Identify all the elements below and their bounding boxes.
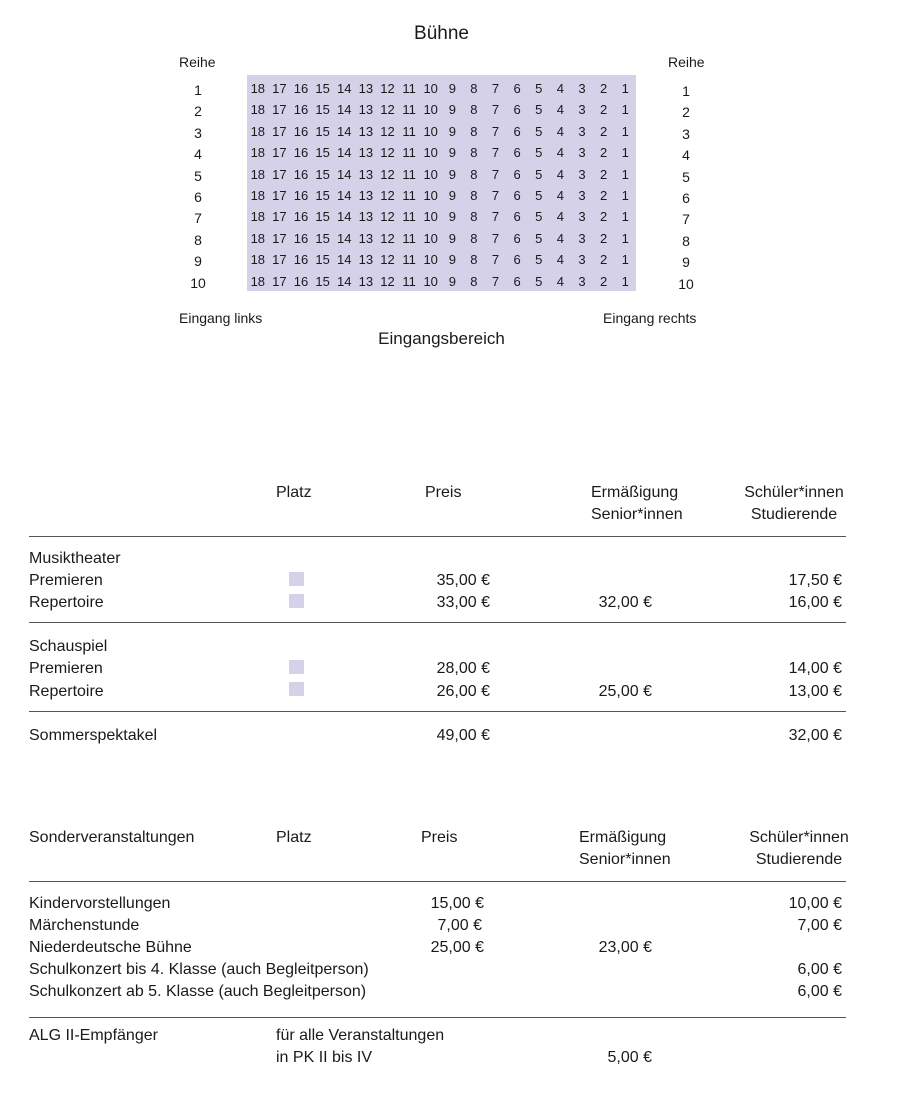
reduced-price-value: 23,00 € <box>598 939 652 956</box>
seat: 1 <box>621 166 629 182</box>
row-number: 7 <box>194 210 202 227</box>
entrance-left: Eingang links <box>179 310 263 326</box>
seat: 7 <box>491 209 500 225</box>
row-number: 3 <box>194 124 202 141</box>
seat: 2 <box>599 81 608 96</box>
row-number: 6 <box>194 189 202 205</box>
seat: 9 <box>448 166 456 182</box>
seat: 5 <box>535 102 543 118</box>
row-label: Repertoire <box>29 683 104 700</box>
seat: 10 <box>423 252 438 268</box>
seat: 13 <box>358 209 374 225</box>
seat: 7 <box>491 273 500 289</box>
seat: 2 <box>599 252 608 268</box>
header-platz: Platz <box>276 484 312 501</box>
seat: 17 <box>272 166 287 182</box>
seat: 2 <box>599 209 608 225</box>
seat: 11 <box>402 230 416 246</box>
seat: 16 <box>293 230 309 246</box>
seat: 9 <box>448 209 456 225</box>
student-price-value: 17,50 € <box>788 572 842 589</box>
seat: 7 <box>491 123 500 139</box>
seat: 17 <box>272 102 287 118</box>
seat: 6 <box>513 209 521 225</box>
price-value: 25,00 € <box>430 939 484 956</box>
divider <box>29 1017 846 1018</box>
seat: 13 <box>358 252 374 268</box>
seat: 1 <box>621 252 629 268</box>
seat: 7 <box>491 102 500 118</box>
seat: 11 <box>402 102 416 118</box>
seat: 13 <box>358 145 374 161</box>
header-platz: Platz <box>276 829 312 846</box>
row-number: 5 <box>682 168 690 185</box>
row-label: Repertoire <box>29 594 104 611</box>
seat: 8 <box>470 230 478 246</box>
reduced-price-value: 32,00 € <box>598 594 652 611</box>
row-header-right: Reihe <box>668 54 705 70</box>
reduced-price-value: 5,00 € <box>607 1049 652 1066</box>
row-label: Niederdeutsche Bühne <box>29 939 192 956</box>
row-number: 1 <box>194 82 202 98</box>
seat: 15 <box>315 230 330 246</box>
seat: 18 <box>250 102 266 118</box>
seat: 4 <box>556 102 564 118</box>
row-number: 4 <box>194 146 202 163</box>
seat: 16 <box>293 102 309 118</box>
seat: 6 <box>513 123 521 139</box>
student-price-value: 14,00 € <box>788 660 842 677</box>
seat: 15 <box>315 252 330 268</box>
seat: 2 <box>599 188 608 203</box>
seat: 8 <box>470 145 478 161</box>
seat: 7 <box>491 230 500 246</box>
divider <box>29 536 846 537</box>
seat: 5 <box>535 123 543 139</box>
seat: 17 <box>272 273 287 289</box>
price-value: 26,00 € <box>436 683 490 700</box>
seat: 15 <box>315 123 330 139</box>
seat: 18 <box>250 230 266 246</box>
seat: 4 <box>556 252 564 268</box>
reduced-price-value: 25,00 € <box>598 683 652 700</box>
seat: 15 <box>315 166 330 182</box>
seat-category-swatch <box>289 660 304 674</box>
seat: 9 <box>448 230 456 246</box>
seat: 5 <box>535 188 543 203</box>
seat: 7 <box>491 166 500 182</box>
seat: 13 <box>358 81 374 96</box>
seat: 18 <box>250 145 266 161</box>
seat: 14 <box>337 166 352 182</box>
row-number: 3 <box>682 125 690 142</box>
seat: 5 <box>535 230 543 246</box>
price-value: 49,00 € <box>436 727 490 744</box>
row-number: 8 <box>194 231 202 248</box>
seat: 8 <box>470 273 478 289</box>
seat: 15 <box>315 145 330 161</box>
seat: 16 <box>293 145 309 161</box>
seat: 4 <box>556 230 564 246</box>
seat: 5 <box>535 145 543 161</box>
seat: 10 <box>423 102 438 118</box>
seat: 10 <box>423 123 438 139</box>
entrance-right: Eingang rechts <box>603 310 697 326</box>
seat: 3 <box>578 209 586 225</box>
seat: 6 <box>513 166 521 182</box>
seat: 16 <box>293 166 309 182</box>
seat: 1 <box>621 123 629 139</box>
row-number: 2 <box>194 103 202 120</box>
price-value: 7,00 € <box>437 917 482 934</box>
seat: 18 <box>250 81 266 96</box>
seat: 18 <box>250 188 266 203</box>
row-label: Premieren <box>29 572 103 589</box>
seat: 7 <box>491 145 500 161</box>
row-label: Sommerspektakel <box>29 727 158 744</box>
seat: 11 <box>402 209 416 225</box>
seat: 18 <box>250 166 266 182</box>
seat: 1 <box>621 209 629 225</box>
seat: 9 <box>448 273 456 289</box>
seat: 13 <box>358 166 374 182</box>
seat: 12 <box>380 123 395 139</box>
seat: 4 <box>556 145 564 161</box>
seat: 5 <box>535 166 543 182</box>
seat: 2 <box>599 273 608 289</box>
row-number: 1 <box>682 83 690 99</box>
header-senior: Senior*innen <box>579 851 671 868</box>
seat: 11 <box>402 273 416 289</box>
header-schueler: Schüler*innen <box>749 829 849 846</box>
seat: 9 <box>448 252 456 268</box>
seat: 13 <box>358 230 374 246</box>
seat: 6 <box>513 188 521 203</box>
seat: 10 <box>423 230 438 246</box>
seat: 17 <box>272 123 287 139</box>
student-price-value: 7,00 € <box>797 917 842 934</box>
seat: 3 <box>578 123 586 139</box>
seat: 14 <box>337 81 352 96</box>
seat: 17 <box>272 230 287 246</box>
seat: 14 <box>337 273 352 289</box>
seat: 8 <box>470 81 478 96</box>
seat: 13 <box>358 102 374 118</box>
row-number: 6 <box>682 190 690 206</box>
seat: 18 <box>250 123 266 139</box>
header-schueler: Schüler*innen <box>744 484 844 501</box>
seat: 4 <box>556 209 564 225</box>
seat: 1 <box>621 273 629 289</box>
seat: 17 <box>272 209 287 225</box>
price-value: 35,00 € <box>436 572 490 589</box>
student-price-value: 16,00 € <box>788 594 842 611</box>
seat: 6 <box>513 81 521 96</box>
header-preis: Preis <box>425 484 462 501</box>
seat: 3 <box>578 166 586 182</box>
seat: 1 <box>621 81 629 96</box>
seat: 14 <box>337 209 352 225</box>
seat: 10 <box>423 145 438 161</box>
seat: 10 <box>423 81 438 96</box>
seat: 13 <box>358 188 374 203</box>
student-price-value: 6,00 € <box>797 961 842 978</box>
header-studierende: Studierende <box>750 506 838 523</box>
row-header-left: Reihe <box>179 54 216 70</box>
seat: 17 <box>272 81 287 96</box>
seat: 4 <box>556 81 564 96</box>
divider <box>29 881 846 882</box>
header-sonderveranstaltungen: Sonderveranstaltungen <box>29 829 195 846</box>
seat: 11 <box>402 252 416 268</box>
seat: 8 <box>470 252 478 268</box>
seat: 6 <box>513 230 521 246</box>
seat: 5 <box>535 209 543 225</box>
row-label: Premieren <box>29 660 103 677</box>
row-label: ALG II-Empfänger <box>29 1027 158 1044</box>
seat: 18 <box>250 273 266 289</box>
seat: 12 <box>380 145 395 161</box>
seat: 15 <box>315 188 330 203</box>
seat: 10 <box>423 273 438 289</box>
row-number: 5 <box>194 167 202 184</box>
seat: 1 <box>621 188 629 203</box>
student-price-value: 6,00 € <box>797 983 842 1000</box>
seat: 2 <box>599 145 608 161</box>
seat: 12 <box>380 102 395 118</box>
seat: 14 <box>337 252 352 268</box>
seat: 17 <box>272 252 287 268</box>
stage-label: Bühne <box>414 23 469 44</box>
seat: 4 <box>556 166 564 182</box>
seat: 5 <box>535 81 543 96</box>
seat: 3 <box>578 252 586 268</box>
seat: 1 <box>621 102 629 118</box>
row-number: 10 <box>678 275 694 292</box>
seat: 13 <box>358 273 374 289</box>
seat: 11 <box>402 123 416 139</box>
seat: 14 <box>337 230 352 246</box>
header-ermaessigung: Ermäßigung <box>579 829 667 846</box>
row-number: 10 <box>190 274 206 291</box>
seat: 12 <box>380 209 395 225</box>
seat: 16 <box>293 273 309 289</box>
seat: 7 <box>491 188 500 203</box>
seat: 15 <box>315 102 330 118</box>
header-preis: Preis <box>421 829 458 846</box>
row-label: Schulkonzert ab 5. Klasse (auch Begleitperson) <box>29 983 367 1000</box>
alg-note-line-1: für alle Veranstaltungen <box>276 1027 445 1044</box>
seat: 12 <box>380 188 395 203</box>
seat-category-swatch <box>289 594 304 608</box>
seat: 11 <box>402 188 416 203</box>
seat: 6 <box>513 145 521 161</box>
seat: 17 <box>272 145 287 161</box>
seat: 12 <box>380 230 395 246</box>
row-number: 9 <box>194 253 202 270</box>
seat: 13 <box>358 123 374 139</box>
header-studierende: Studierende <box>755 851 843 868</box>
seat: 4 <box>556 273 564 289</box>
seat-map <box>247 75 636 291</box>
seat: 4 <box>556 188 564 203</box>
seat: 5 <box>535 273 543 289</box>
seat: 15 <box>315 81 330 96</box>
seat: 10 <box>423 166 438 182</box>
seat: 8 <box>470 102 478 118</box>
seat: 16 <box>293 188 309 203</box>
seat: 1 <box>621 230 629 246</box>
seat: 12 <box>380 273 395 289</box>
seat: 6 <box>513 273 521 289</box>
row-number: 4 <box>682 147 690 164</box>
seat: 2 <box>599 230 608 246</box>
seat: 16 <box>293 81 309 96</box>
seat: 3 <box>578 102 586 118</box>
seat: 2 <box>599 123 608 139</box>
seat: 10 <box>423 209 438 225</box>
seat: 3 <box>578 145 586 161</box>
price-value: 28,00 € <box>436 660 490 677</box>
header-senior: Senior*innen <box>591 506 683 523</box>
seat: 9 <box>448 123 456 139</box>
seat: 3 <box>578 230 586 246</box>
seat-category-swatch <box>289 572 304 586</box>
seat: 11 <box>402 166 416 182</box>
seat: 7 <box>491 81 500 96</box>
seat: 4 <box>556 123 564 139</box>
seat: 16 <box>293 252 309 268</box>
seat: 9 <box>448 145 456 161</box>
seat: 6 <box>513 252 521 268</box>
seat: 5 <box>535 252 543 268</box>
divider <box>29 711 846 712</box>
section-schauspiel: Schauspiel <box>29 638 108 655</box>
seat: 8 <box>470 123 478 139</box>
row-number: 9 <box>682 254 690 271</box>
seat: 10 <box>423 188 438 203</box>
seat: 16 <box>293 209 309 225</box>
seat: 18 <box>250 209 266 225</box>
row-number: 8 <box>682 232 690 249</box>
alg-note-line-2: in PK II bis IV <box>276 1049 373 1066</box>
seat: 9 <box>448 81 456 96</box>
seat: 15 <box>315 273 330 289</box>
seat: 2 <box>599 166 608 182</box>
row-label: Schulkonzert bis 4. Klasse (auch Begleitperson) <box>29 961 369 978</box>
student-price-value: 13,00 € <box>788 683 842 700</box>
seat: 14 <box>337 123 352 139</box>
student-price-value: 10,00 € <box>788 895 842 912</box>
seat: 12 <box>380 252 395 268</box>
seat: 9 <box>448 102 456 118</box>
seat-category-swatch <box>289 682 304 696</box>
seat: 8 <box>470 166 478 182</box>
seat: 8 <box>470 188 478 203</box>
seat: 11 <box>402 145 416 161</box>
row-number: 2 <box>682 104 690 121</box>
row-label: Kindervorstellungen <box>29 895 171 912</box>
seat: 3 <box>578 188 586 203</box>
seat: 17 <box>272 188 287 203</box>
seat: 12 <box>380 81 395 96</box>
price-value: 33,00 € <box>436 594 490 611</box>
section-musiktheater: Musiktheater <box>29 550 121 567</box>
price-value: 15,00 € <box>430 895 484 912</box>
seat: 14 <box>337 102 352 118</box>
seat: 2 <box>599 102 608 118</box>
seat: 14 <box>337 188 352 203</box>
seat: 9 <box>448 188 456 203</box>
header-ermaessigung: Ermäßigung <box>591 484 679 501</box>
seat: 8 <box>470 209 478 225</box>
seat: 6 <box>513 102 521 118</box>
seat: 14 <box>337 145 352 161</box>
seat: 12 <box>380 166 395 182</box>
seat: 18 <box>250 252 266 268</box>
seat: 3 <box>578 81 586 96</box>
seat: 7 <box>491 252 500 268</box>
seat: 16 <box>293 123 309 139</box>
row-number: 7 <box>682 211 690 228</box>
divider <box>29 622 846 623</box>
seat: 15 <box>315 209 330 225</box>
row-label: Märchenstunde <box>29 917 140 934</box>
seat: 3 <box>578 273 586 289</box>
student-price-value: 32,00 € <box>788 727 842 744</box>
seat: 1 <box>621 145 629 161</box>
seat: 11 <box>402 81 416 96</box>
entrance-area: Eingangsbereich <box>378 329 505 348</box>
